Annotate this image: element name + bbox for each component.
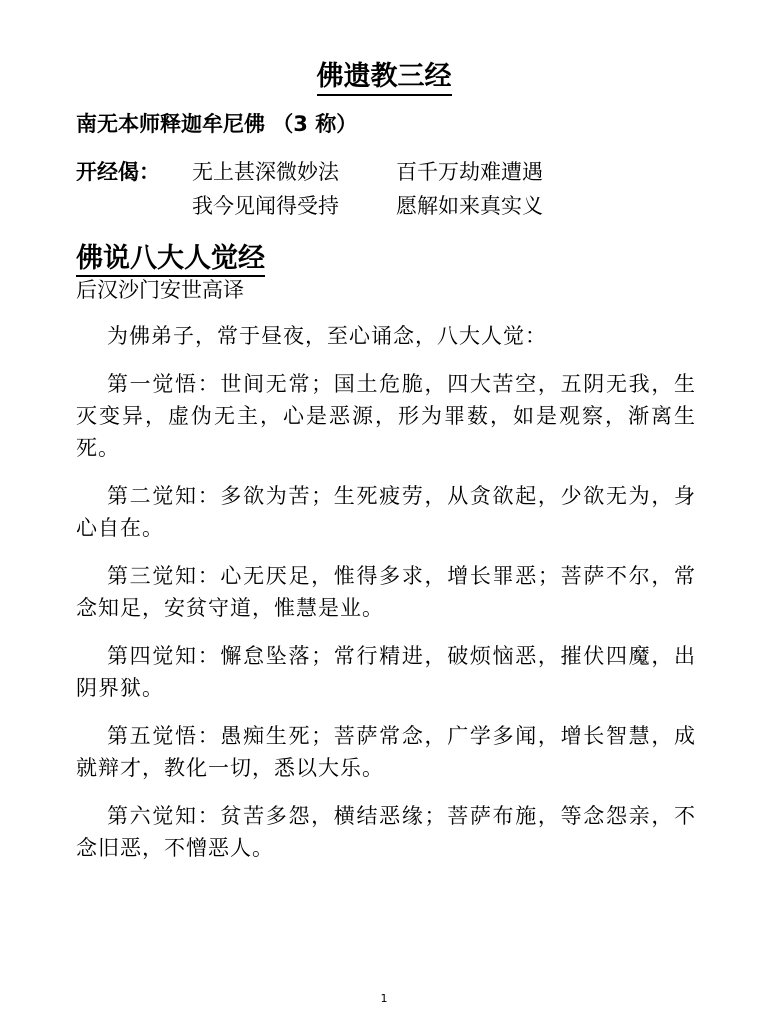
- verse-phrase: 我今见闻得受持: [192, 194, 339, 218]
- sutra-title: [76, 236, 265, 275]
- sutra-paragraph: 为佛弟子，常于昼夜，至心诵念，八大人觉：: [107, 324, 547, 348]
- invocation-line: 南无本师释迦牟尼佛 （3 称）: [76, 112, 358, 136]
- page-number: 1: [380, 992, 388, 1005]
- sutra-title-text: 佛说八大人觉经: [76, 243, 265, 277]
- verse-phrase: 无上甚深微妙法: [192, 160, 339, 184]
- sutra-paragraph: 第二觉知：多欲为苦；生死疲劳，从贪欲起，少欲无为，身心自在。: [76, 484, 696, 540]
- opening-verse-label: 开经偈：: [76, 160, 160, 184]
- sutra-body: [76, 320, 696, 880]
- translator-credit: 后汉沙门安世高译: [76, 278, 244, 302]
- opening-verse-line: [192, 156, 600, 186]
- opening-verse-line: [192, 190, 600, 220]
- sutra-paragraph: 第五觉悟：愚痴生死；菩萨常念，广学多闻，增长智慧，成就辩才，教化一切，悉以大乐。: [76, 724, 696, 780]
- sutra-paragraph: 第三觉知：心无厌足，惟得多求，增长罪恶；菩萨不尔，常念知足，安贫守道，惟慧是业。: [76, 564, 696, 620]
- page-title: [0, 54, 768, 93]
- sutra-paragraph: 第一觉悟：世间无常；国土危脆，四大苦空，五阴无我，生灭变异，虚伪无主，心是恶源，形为罪薮，如是观察，渐离生死。: [76, 372, 696, 460]
- verse-phrase: 愿解如来真实义: [396, 194, 543, 218]
- verse-phrase: 百千万劫难遭遇: [396, 160, 543, 184]
- sutra-paragraph: 第四觉知：懈怠坠落；常行精进，破烦恼恶，摧伏四魔，出阴界狱。: [76, 644, 696, 700]
- page-title-text: 佛遗教三经: [317, 61, 452, 96]
- sutra-paragraph: 第六觉知：贫苦多怨，横结恶缘；菩萨布施，等念怨亲，不念旧恶，不憎恶人。: [76, 804, 696, 860]
